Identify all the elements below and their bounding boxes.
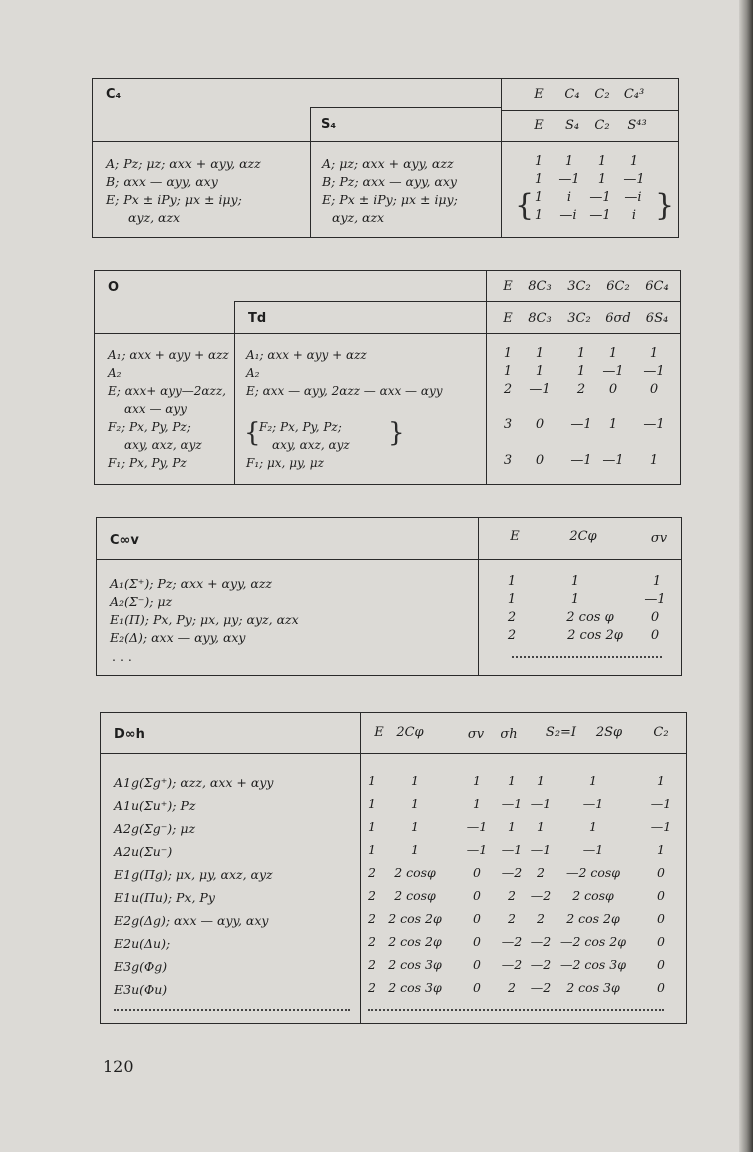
character-value: —2	[530, 980, 552, 995]
class-label: σv	[650, 531, 668, 546]
class-label: 2Sφ	[595, 725, 623, 740]
character-value: 2 cos 2φ	[388, 911, 442, 926]
character-value: 2 cos 2φ	[566, 911, 620, 926]
character-value: 2	[368, 911, 376, 926]
brace-right: }	[655, 188, 675, 223]
ellipsis-row	[512, 656, 662, 658]
character-value: 1	[649, 453, 659, 468]
character-value: 2 cos 3φ	[566, 980, 620, 995]
irrep-row: E; Px ± iPy; μx ± iμy;	[322, 192, 458, 207]
irrep-row: E; αxx — αyy, 2αzz — αxx — αyy	[246, 384, 443, 398]
character-value: 0	[657, 888, 665, 903]
irrep-row: F₂; Px, Py, Pz;	[259, 420, 342, 434]
irrep-row: A1g(Σg⁺); αzz, αxx + αyy	[114, 775, 274, 790]
character-value: —1	[589, 208, 611, 223]
class-label: C₂	[594, 87, 610, 102]
class-label: C₄	[564, 87, 580, 102]
brace-right: }	[388, 418, 405, 448]
character-value: 0	[657, 865, 665, 880]
class-label: 8C₃	[528, 279, 552, 294]
class-label: E	[534, 118, 544, 133]
character-value: 1	[368, 819, 376, 834]
character-value: —2	[530, 888, 552, 903]
divider	[234, 301, 486, 302]
character-value: 2	[368, 980, 376, 995]
character-value: 0	[650, 628, 660, 643]
character-value: —1	[602, 364, 624, 379]
character-value: 2	[503, 382, 513, 397]
character-value: 1	[570, 574, 580, 589]
character-value: 1	[589, 819, 597, 834]
character-value: —1	[570, 417, 592, 432]
class-label: E	[503, 279, 513, 294]
irrep-row: A₁; αxx + αyy + αzz	[246, 348, 367, 362]
character-value: 0	[657, 934, 665, 949]
character-value: 2 cos 2φ	[388, 934, 442, 949]
irrep-row: F₁; Px, Py, Pz	[108, 456, 187, 470]
divider	[501, 110, 679, 111]
character-value: 0	[535, 417, 545, 432]
character-value: 1	[368, 842, 376, 857]
ellipsis-row	[114, 1009, 350, 1011]
irrep-row: F₁; μx, μy, μz	[246, 456, 324, 470]
class-label: E	[374, 725, 384, 740]
character-value: 2 cosφ	[572, 888, 614, 903]
irrep-row: E; Px ± iPy; μx ± iμy;	[106, 192, 242, 207]
irrep-row: E2u(Δu);	[114, 936, 171, 951]
character-value: 2	[368, 934, 376, 949]
divider	[94, 333, 681, 334]
character-value: —1	[530, 842, 552, 857]
irrep-row: E3g(Φg)	[114, 959, 168, 974]
character-value: 1	[411, 773, 419, 788]
character-value: —i	[624, 190, 642, 205]
character-value: 1	[534, 154, 544, 169]
divider	[360, 712, 361, 1024]
class-label: σv	[467, 727, 485, 742]
divider	[486, 270, 487, 485]
character-value: 1	[508, 819, 516, 834]
group-label: C₄	[106, 87, 122, 102]
divider	[486, 301, 681, 302]
divider	[92, 141, 679, 142]
class-label: C₂	[653, 725, 669, 740]
character-value: 0	[473, 980, 481, 995]
character-value: 0	[473, 934, 481, 949]
class-label: 6C₄	[645, 279, 669, 294]
irrep-row: A₂	[246, 366, 260, 380]
irrep-row: E; αxx+ αyy—2αzz,	[108, 384, 226, 398]
character-value: —2	[530, 934, 552, 949]
irrep-row: E2g(Δg); αxx — αyy, αxy	[114, 913, 269, 928]
class-label: 3C₂	[567, 279, 591, 294]
page-number: 120	[103, 1057, 134, 1076]
character-value: 1	[534, 190, 544, 205]
irrep-row: E₂(Δ); αxx — αyy, αxy	[110, 630, 246, 645]
character-value: 1	[564, 154, 574, 169]
divider	[310, 107, 501, 108]
character-value: —1	[501, 842, 523, 857]
character-value: —1	[650, 796, 672, 811]
character-value: —1	[529, 382, 551, 397]
character-value: —1	[530, 796, 552, 811]
character-value: i	[566, 190, 572, 205]
character-value: 2	[576, 382, 586, 397]
character-value: 1	[411, 842, 419, 857]
character-value: 0	[535, 453, 545, 468]
character-value: —2 cos 3φ	[559, 957, 627, 972]
character-value: 1	[649, 346, 659, 361]
character-value: 1	[534, 172, 544, 187]
character-value: —1	[570, 453, 592, 468]
irrep-row: . . .	[112, 649, 132, 664]
character-value: —i	[559, 208, 577, 223]
class-label: E	[503, 311, 513, 326]
irrep-row: E1u(Πu); Px, Py	[114, 890, 215, 905]
character-value: 1	[411, 819, 419, 834]
class-label: 6C₂	[606, 279, 630, 294]
divider	[96, 559, 682, 560]
character-value: 0	[473, 888, 481, 903]
character-value: 1	[576, 346, 586, 361]
divider	[501, 78, 502, 238]
character-value: 1	[652, 574, 662, 589]
class-label: 2Cφ	[569, 529, 597, 544]
character-value: —2 cos 2φ	[559, 934, 627, 949]
page-edge	[739, 0, 753, 1152]
irrep-row: A; Pz; μz; αxx + αyy, αzz	[106, 156, 261, 171]
character-value: 2 cos 2φ	[567, 628, 623, 643]
character-value: —1	[558, 172, 580, 187]
irrep-row: A₁(Σ⁺); Pz; αxx + αyy, αzz	[110, 576, 273, 591]
brace-left: {	[244, 418, 261, 448]
class-label: E	[534, 87, 544, 102]
character-value: 1	[589, 773, 597, 788]
brace-left: {	[515, 188, 535, 223]
character-value: 1	[629, 154, 639, 169]
character-value: 1	[537, 773, 545, 788]
character-value: 2 cos 3φ	[388, 957, 442, 972]
character-value: 1	[597, 172, 607, 187]
irrep-row: αyz, αzx	[128, 210, 181, 225]
irrep-row: αxy, αxz, αyz	[272, 438, 350, 452]
character-value: —1	[466, 842, 488, 857]
character-value: 2	[508, 980, 516, 995]
character-value: 1	[657, 773, 665, 788]
character-value: 2	[368, 888, 376, 903]
character-value: 2 cos φ	[566, 610, 614, 625]
class-label: S₂=I	[545, 725, 577, 740]
irrep-row: F₂; Px, Py, Pz;	[108, 420, 191, 434]
character-value: 2	[537, 911, 545, 926]
character-value: 1	[508, 773, 516, 788]
ellipsis-row	[368, 1009, 664, 1011]
divider	[310, 107, 311, 238]
character-value: 1	[473, 796, 481, 811]
irrep-row: B; αxx — αyy, αxy	[106, 174, 218, 189]
divider	[234, 301, 235, 485]
character-value: 2	[507, 628, 517, 643]
character-value: —1	[623, 172, 645, 187]
character-value: —1	[501, 796, 523, 811]
group-label: D∞h	[114, 727, 145, 742]
irrep-row: A; μz; αxx + αyy, αzz	[322, 156, 454, 171]
character-value: 2	[537, 865, 545, 880]
class-label: C₂	[594, 118, 610, 133]
character-value: 0	[608, 382, 618, 397]
class-label: C₄³	[623, 87, 645, 102]
irrep-row: A2g(Σg⁻); μz	[114, 821, 196, 836]
class-label: S₄	[564, 118, 580, 133]
irrep-row: A₂(Σ⁻); μz	[110, 594, 173, 609]
character-value: 1	[507, 574, 517, 589]
divider	[478, 517, 479, 676]
character-value: 1	[368, 773, 376, 788]
character-value: 1	[507, 592, 517, 607]
divider	[100, 753, 687, 754]
character-value: —2	[501, 865, 523, 880]
character-value: 1	[608, 417, 618, 432]
character-value: —2	[530, 957, 552, 972]
character-value: 2	[368, 957, 376, 972]
subgroup-label: Td	[248, 311, 267, 326]
irrep-row: A₂	[108, 366, 122, 380]
character-value: —1	[650, 819, 672, 834]
character-value: 2 cos 3φ	[388, 980, 442, 995]
irrep-row: A1u(Σu⁺); Pz	[114, 798, 196, 813]
character-value: 0	[657, 980, 665, 995]
character-value: 1	[503, 346, 513, 361]
group-label: O	[108, 280, 120, 295]
character-value: —1	[589, 190, 611, 205]
character-value: 1	[535, 346, 545, 361]
character-value: 2	[507, 610, 517, 625]
character-value: 2 cosφ	[394, 865, 436, 880]
character-value: 0	[473, 957, 481, 972]
character-value: 2	[508, 888, 516, 903]
irrep-row: B; Pz; αxx — αyy, αxy	[322, 174, 457, 189]
character-value: 1	[537, 819, 545, 834]
character-value: 1	[534, 208, 544, 223]
character-value: —1	[643, 417, 665, 432]
character-value: 3	[503, 417, 513, 432]
class-label: 3C₂	[567, 311, 591, 326]
character-value: 2	[368, 865, 376, 880]
subgroup-label: S₄	[321, 117, 337, 132]
group-label: C∞v	[110, 533, 139, 548]
character-value: —1	[643, 364, 665, 379]
character-value: 1	[657, 842, 665, 857]
character-value: 1	[608, 346, 618, 361]
irrep-row: αxy, αxz, αyz	[124, 438, 202, 452]
class-label: 8C₃	[528, 311, 552, 326]
irrep-row: A2u(Σu⁻)	[114, 844, 173, 859]
class-label: 6σd	[605, 311, 631, 326]
irrep-row: E3u(Φu)	[114, 982, 168, 997]
character-value: 0	[650, 610, 660, 625]
irrep-row: A₁; αxx + αyy + αzz	[108, 348, 229, 362]
irrep-row: E₁(Π); Px, Py; μx, μy; αyz, αzx	[110, 612, 299, 627]
character-value: —2	[501, 957, 523, 972]
character-value: 1	[411, 796, 419, 811]
character-value: —1	[582, 842, 604, 857]
character-value: 2	[508, 911, 516, 926]
character-value: —2 cosφ	[565, 865, 621, 880]
character-value: —2	[501, 934, 523, 949]
character-value: i	[631, 208, 637, 223]
character-value: —1	[466, 819, 488, 834]
character-value: 0	[473, 865, 481, 880]
character-value: 1	[473, 773, 481, 788]
character-value: 1	[535, 364, 545, 379]
class-label: 2Cφ	[396, 725, 424, 740]
class-label: E	[510, 529, 520, 544]
character-value: 0	[657, 911, 665, 926]
character-value: 3	[503, 453, 513, 468]
character-value: 1	[503, 364, 513, 379]
class-label: S⁴³	[627, 118, 647, 133]
character-value: 0	[657, 957, 665, 972]
character-value: 2 cosφ	[394, 888, 436, 903]
class-label: σh	[500, 727, 518, 742]
irrep-row: αyz, αzx	[332, 210, 385, 225]
character-value: 0	[473, 911, 481, 926]
character-value: —1	[582, 796, 604, 811]
irrep-row: E1g(Πg); μx, μy, αxz, αyz	[114, 867, 273, 882]
character-value: 0	[649, 382, 659, 397]
character-value: —1	[602, 453, 624, 468]
character-value: 1	[597, 154, 607, 169]
character-value: —1	[644, 592, 666, 607]
irrep-row: αxx — αyy	[124, 402, 187, 416]
character-value: 1	[368, 796, 376, 811]
character-value: 1	[576, 364, 586, 379]
class-label: 6S₄	[645, 311, 669, 326]
character-value: 1	[570, 592, 580, 607]
